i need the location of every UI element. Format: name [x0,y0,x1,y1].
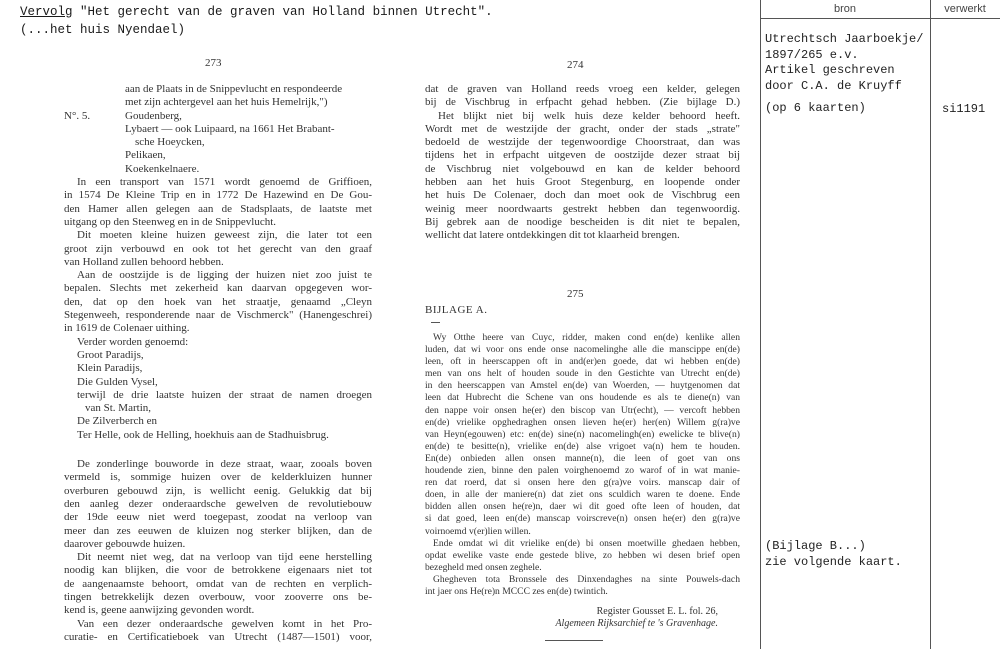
page-number-275: 275 [567,288,584,300]
text-line: van Holland zullen behoord hebben. [64,255,224,268]
page-number-274: 274 [567,59,584,71]
source-line: Artikel geschreven [765,63,895,77]
text-line: opdat ewelike vaste ende gestede blive, zo hebben wi desen brief open [425,549,740,561]
text-line: En(de) onbieden allen onsen manne(n), die leen of goet van ons [425,452,740,464]
paragraph-gap [64,442,372,458]
text-line: van Heyn(egouwen) etc: en(de) sine(n) nacomelingh(en) ewelicke te blive(n) [425,428,740,440]
text-line: men van ons helt of houden soude in den Gestichte van Utrecht en(de) [425,368,740,380]
text-line: tingen betrekkelijk dezen overbouw, voor zooverre ons be- [64,590,372,603]
text-line: van St. Martin, [85,402,151,415]
text-line: meer dan zes eeuwen de kluizen nog sterker blijken, dan de [64,524,372,537]
text-line: in den heerscappen van Amstel en(de) van Woerden, — huytgenomen dat [425,380,740,392]
end-rule [545,640,603,641]
text-line: leen, oft in heerscappen oft in and(er)en goede, dat wi hebben en(de) [425,356,740,368]
text-line: Stegenweeh, responderende naar de Vischmerck" (Hanengeschrei) [64,309,372,322]
text-line: Die Gulden Vysel, [77,375,158,388]
text-line: doen, in alle der maniere(n) dat ziet ons sculdich waren te doene. Ende [425,489,740,501]
text-line: Ende omdat wi dit vrielike en(de) bi onsen moetwille ghedaen hebben, [433,537,740,549]
signature-register: Register Gousset E. L. fol. 26, [596,606,718,617]
text-line: in 1574 De Kleine Trip en in 1772 De Hazewind en De Gou- [64,189,372,202]
text-line: ren dat roerd, dat si onsen here den g(ra)ve voirs. manscap dair of [425,477,740,489]
header-divider [760,18,1000,19]
text-line: In een transport van 1571 wordt genoemd de Griffioen, [77,176,372,189]
text-line: aan de Plaats in de Snippevlucht en respondeerde [125,83,343,95]
text-line: bezegheld med onsen zeghele. [425,561,542,573]
text-line: en(de) vrielike opghedraghen onsen lieven he(er) her(en) Willem g(ra)ve [425,416,740,428]
text-line: vermeld is, sommige huizen over de kelderkluizen hunner [64,471,372,484]
text-line: Koekenkelnaere. [125,162,200,175]
bijlage-text [425,332,740,598]
text-line: en(de) te besitte(n), vrielike en(de) alse vrigoet va(n) hem te houden. [425,440,740,452]
text-line: der 19de eeuw niet werd toegepast, zoodat na verloop van [64,511,372,524]
item-label: N°. 5. [64,109,91,122]
text-line: bedoeld de westzijde der tegenwoordige Choorstraat, dan was [425,136,740,149]
bijlage-b-note [765,538,902,570]
text-line: het huis De Colenaer, doch dan moet ook de Vischbrug een [425,189,740,202]
text-line: noodig kan blijken, die voor de betrokkene eigenaars niet tot [64,564,372,577]
source-line: Utrechtsch Jaarboekje/ [765,32,924,46]
column-header-bron: bron [833,3,857,15]
signature-archive: Algemeen Rijksarchief te 's Gravenhage. [555,618,718,629]
text-line: Dit neemt niet weg, dat na verloop van tijd eene herstelling [77,551,372,564]
title-text: "Het gerecht van de graven van Holland binnen Utrecht". [72,5,493,19]
source-line: 1897/265 e.v. [765,47,859,62]
text-line: de Vischbrug niet volgebouwd en kan de kelder behoord [425,162,740,175]
text-line: De zonderlinge bouworde in deze straat, waar, zooals boven [77,458,372,471]
text-line: si dat goed, leen en(de) manscap voirscreve(n) onsen he(er) den g(ra)ve [425,513,740,525]
text-line: voirnoemd v(er)lien willen. [425,525,531,537]
subtitle: (...het huis Nyendael) [20,23,186,37]
source-reference [765,32,923,117]
text-line: bidden allen onsen he(re)n, daer wi dit goed ofte leen of houden, dat [425,501,740,513]
bijlage-heading: BIJLAGE A. [425,304,488,316]
text-line: bepalen. Slechts met zekerheid kan daarvan opgegeven wor- [64,282,372,295]
text-line: den aanleg dezer onderaardsche gewelven de revolutiebouw [64,497,372,510]
text-line: den nappe voir onsen he(er) den biscop van Utr(echt), — vercoft hebben [425,404,740,416]
text-line: Ghegheven tota Bronssele des Dinxendaghes na sinte Pouwels-dach [433,573,740,585]
panel-divider [760,0,761,649]
heading-dash [431,322,440,323]
text-line: Van een dezer onderaardsche gewelven komt in het Pro- [77,617,372,630]
document-title [20,3,493,39]
text-line: bij de Vischbrug in erfpacht gehad hebben. (Zie bijlage D.) [425,96,740,109]
verwerkt-code: si1191 [942,102,986,116]
text-line: kend is, geene aanwijzing gevonden wordt. [64,604,255,617]
source-line: door C.A. de Kruyff [765,78,902,93]
column-divider [930,0,931,649]
text-line: den, dat op den hoek van het straatje, genaamd „Cleyn [64,295,372,308]
left-text-column [64,83,372,644]
text-line: Bij gebrek aan de noodige bescheiden is dit niet te bepalen, [425,215,740,228]
text-line: Wy Otthe heere van Cuyc, ridder, maken cond en(de) kenlike allen [433,332,740,343]
text-line: hebben aan het huis Groot Stegenburg, en loopende onder [425,176,740,189]
text-line: overburen gebouwd zijn, is wellicht eenig. Gelukkig dat bij [64,484,372,497]
text-line: tijdens het in erfpacht uitgeven de oostzijde dezer straat bij [425,149,740,162]
text-line: wellicht dat latere ontdekkingen dit tot klaarheid brengen. [425,229,680,242]
text-line: terwijl de drie laatste huizen der straat de namen droegen [77,388,372,401]
text-line: Het blijkt niet bij welk huis deze kelder behoord heeft. [438,109,740,122]
source-line [765,94,923,101]
text-line: in 1619 de Colenaer uithing. [64,322,190,335]
source-line: (op 6 kaarten) [765,101,866,115]
note-line: zie volgende kaart. [765,555,902,569]
text-line: Pelikaen, [125,149,166,162]
text-line: Dit moeten kleine huizen geweest zijn, die later tot een [77,229,372,242]
text-line: curatie- en Certificatieboek van Utrecht (1487—1501) voor, [64,630,372,643]
text-line: leen dat Hubrecht die Schene van ons houdende es als te diene(n) van [425,392,740,404]
text-line: Ter Helle, ook de Helling, hoekhuis aan de Stadhuisbrug. [77,428,329,441]
text-line: Lybaert — ook Luipaard, na 1661 Het Brabant- [125,122,335,135]
text-line: Wordt met de westzijde der gracht, onder der stads „strate" [425,122,740,135]
title-vervolg: Vervolg [20,5,73,19]
text-line: Klein Paradijs, [77,362,143,375]
text-line: met zijn achtergevel aan het huis Hemelrijk,") [125,96,328,109]
text-line: groot zijn verbouwd en ook tot het gerecht van den graaf [64,242,372,255]
column-header-verwerkt: verwerkt [944,3,986,15]
right-text-column [425,83,740,243]
text-line: den Hamer allen gelegen aan de Stadsplaats, de laatste met [64,202,372,215]
text-line: De Zilverberch en [77,415,158,428]
text-line: int jaer ons He(re)n MCCC zes en(de) twintich. [425,585,608,597]
text-line: de aangenaamste behoort, omdat van de rechten en verplich- [64,577,372,590]
page-number-273: 273 [205,57,222,69]
text-line: daarover gebouwde huizen. [64,537,186,550]
text-line: Groot Paradijs, [77,348,144,361]
text-line: dat de graven van Holland reeds vroeg een kelder, gelegen [425,83,740,95]
text-line: luden, dat wi voor ons ende onse nacomelinghe alle die manscippe en(de) [425,344,740,356]
text-line: sche Hoeycken, [135,136,205,149]
text-line: houdende zien, binne den palen voirghenoemd zo warof of in wat manie- [425,465,740,477]
text-line: weinig meer noordwaarts gestrekt hebben dan tegenwoordig. [425,202,740,215]
source-signature [540,606,718,630]
text-line: Verder worden genoemd: [77,335,189,348]
text-line: Aan de oostzijde is de ligging der huizen niet zoo juist te [77,269,372,282]
note-line: (Bijlage B...) [765,539,866,553]
text-line: Goudenberg, [125,109,182,122]
text-line: uitgang op den Steenweg en in de Snippevlucht. [64,215,277,228]
